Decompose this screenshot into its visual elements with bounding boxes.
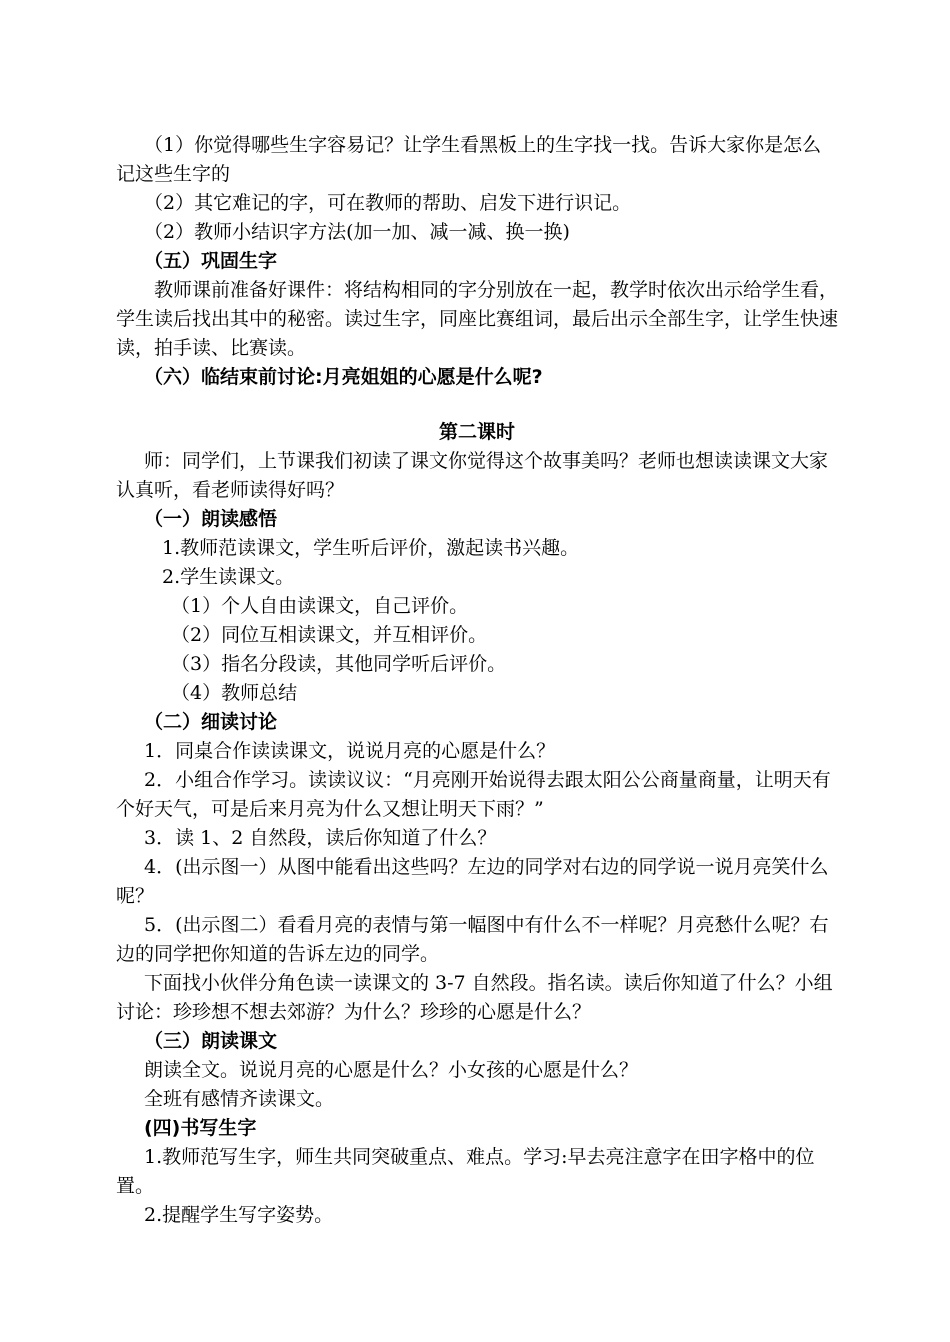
paragraph: （1）你觉得哪些生字容易记？让学生看黑板上的生字找一找。告诉大家你是怎么记这些生字的: [116, 134, 822, 185]
paragraph: 2.学生读课文。: [162, 566, 295, 588]
lesson-title: 第二课时: [438, 421, 515, 443]
paragraph: （2）其它难记的字，可在教师的帮助、启发下进行识记。: [144, 192, 632, 214]
paragraph: 下面找小伙伴分角色读一读课文的 3-7 自然段。指名读。读后你知道了什么？小组讨论：珍珍想不想去郊游？为什么？珍珍的心愿是什么？: [116, 972, 833, 1023]
section-heading: (四)书写生字: [144, 1117, 257, 1139]
paragraph: 师：同学们，上节课我们初读了课文你觉得这个故事美吗？老师也想读读课文大家认真听，看老师读得好吗？: [116, 450, 829, 501]
section-heading: （六）临结束前讨论:月亮姐姐的心愿是什么呢?: [144, 366, 543, 388]
paragraph: 1.教师范读课文，学生听后评价，激起读书兴趣。: [162, 537, 580, 559]
paragraph: 2．小组合作学习。读读议议：“月亮刚开始说得去跟太阳公公商量商量，让明天有个好天气，可是后来月亮为什么又想让明天下雨？”: [116, 769, 831, 820]
paragraph: 1．同桌合作读读课文，说说月亮的心愿是什么？: [144, 740, 556, 762]
paragraph: 2.提醒学生写字姿势。: [144, 1204, 334, 1226]
paragraph: （3）指名分段读，其他同学听后评价。: [171, 653, 507, 675]
paragraph: 朗读全文。说说月亮的心愿是什么？小女孩的心愿是什么？: [144, 1059, 639, 1081]
paragraph: （2）教师小结识字方法(加一加、减一减、换一换): [144, 221, 570, 243]
paragraph: 3．读 1、2 自然段，读后你知道了什么？: [144, 827, 497, 849]
section-heading: （二）细读讨论: [144, 711, 278, 733]
paragraph: 4．(出示图一）从图中能看出这些吗？左边的同学对右边的同学说一说月亮笑什么呢？: [116, 856, 829, 907]
section-heading: （一）朗读感悟: [144, 508, 278, 530]
paragraph: （2）同位互相读课文，并互相评价。: [171, 624, 488, 646]
spacer: [116, 392, 838, 418]
paragraph: （1）个人自由读课文，自己评价。: [171, 595, 469, 617]
document-body: [116, 131, 838, 1230]
paragraph: 5．(出示图二）看看月亮的表情与第一幅图中有什么不一样呢？月亮愁什么呢？右边的同学把你知道的告诉左边的同学。: [116, 914, 829, 965]
paragraph: 教师课前准备好课件：将结构相同的字分别放在一起，教学时依次出示给学生看，学生读后找出其中的秘密。读过生字，同座比赛组词，最后出示全部生字，让学生快速读，拍手读、比赛读。: [116, 279, 839, 359]
paragraph: 全班有感情齐读课文。: [144, 1088, 335, 1110]
section-heading: （三）朗读课文: [144, 1030, 278, 1052]
paragraph: （4）教师总结: [171, 682, 298, 704]
section-heading: （五）巩固生字: [144, 250, 278, 272]
paragraph: 1.教师范写生字，师生共同突破重点、难点。学习:早去亮注意字在田字格中的位置。: [116, 1146, 815, 1197]
